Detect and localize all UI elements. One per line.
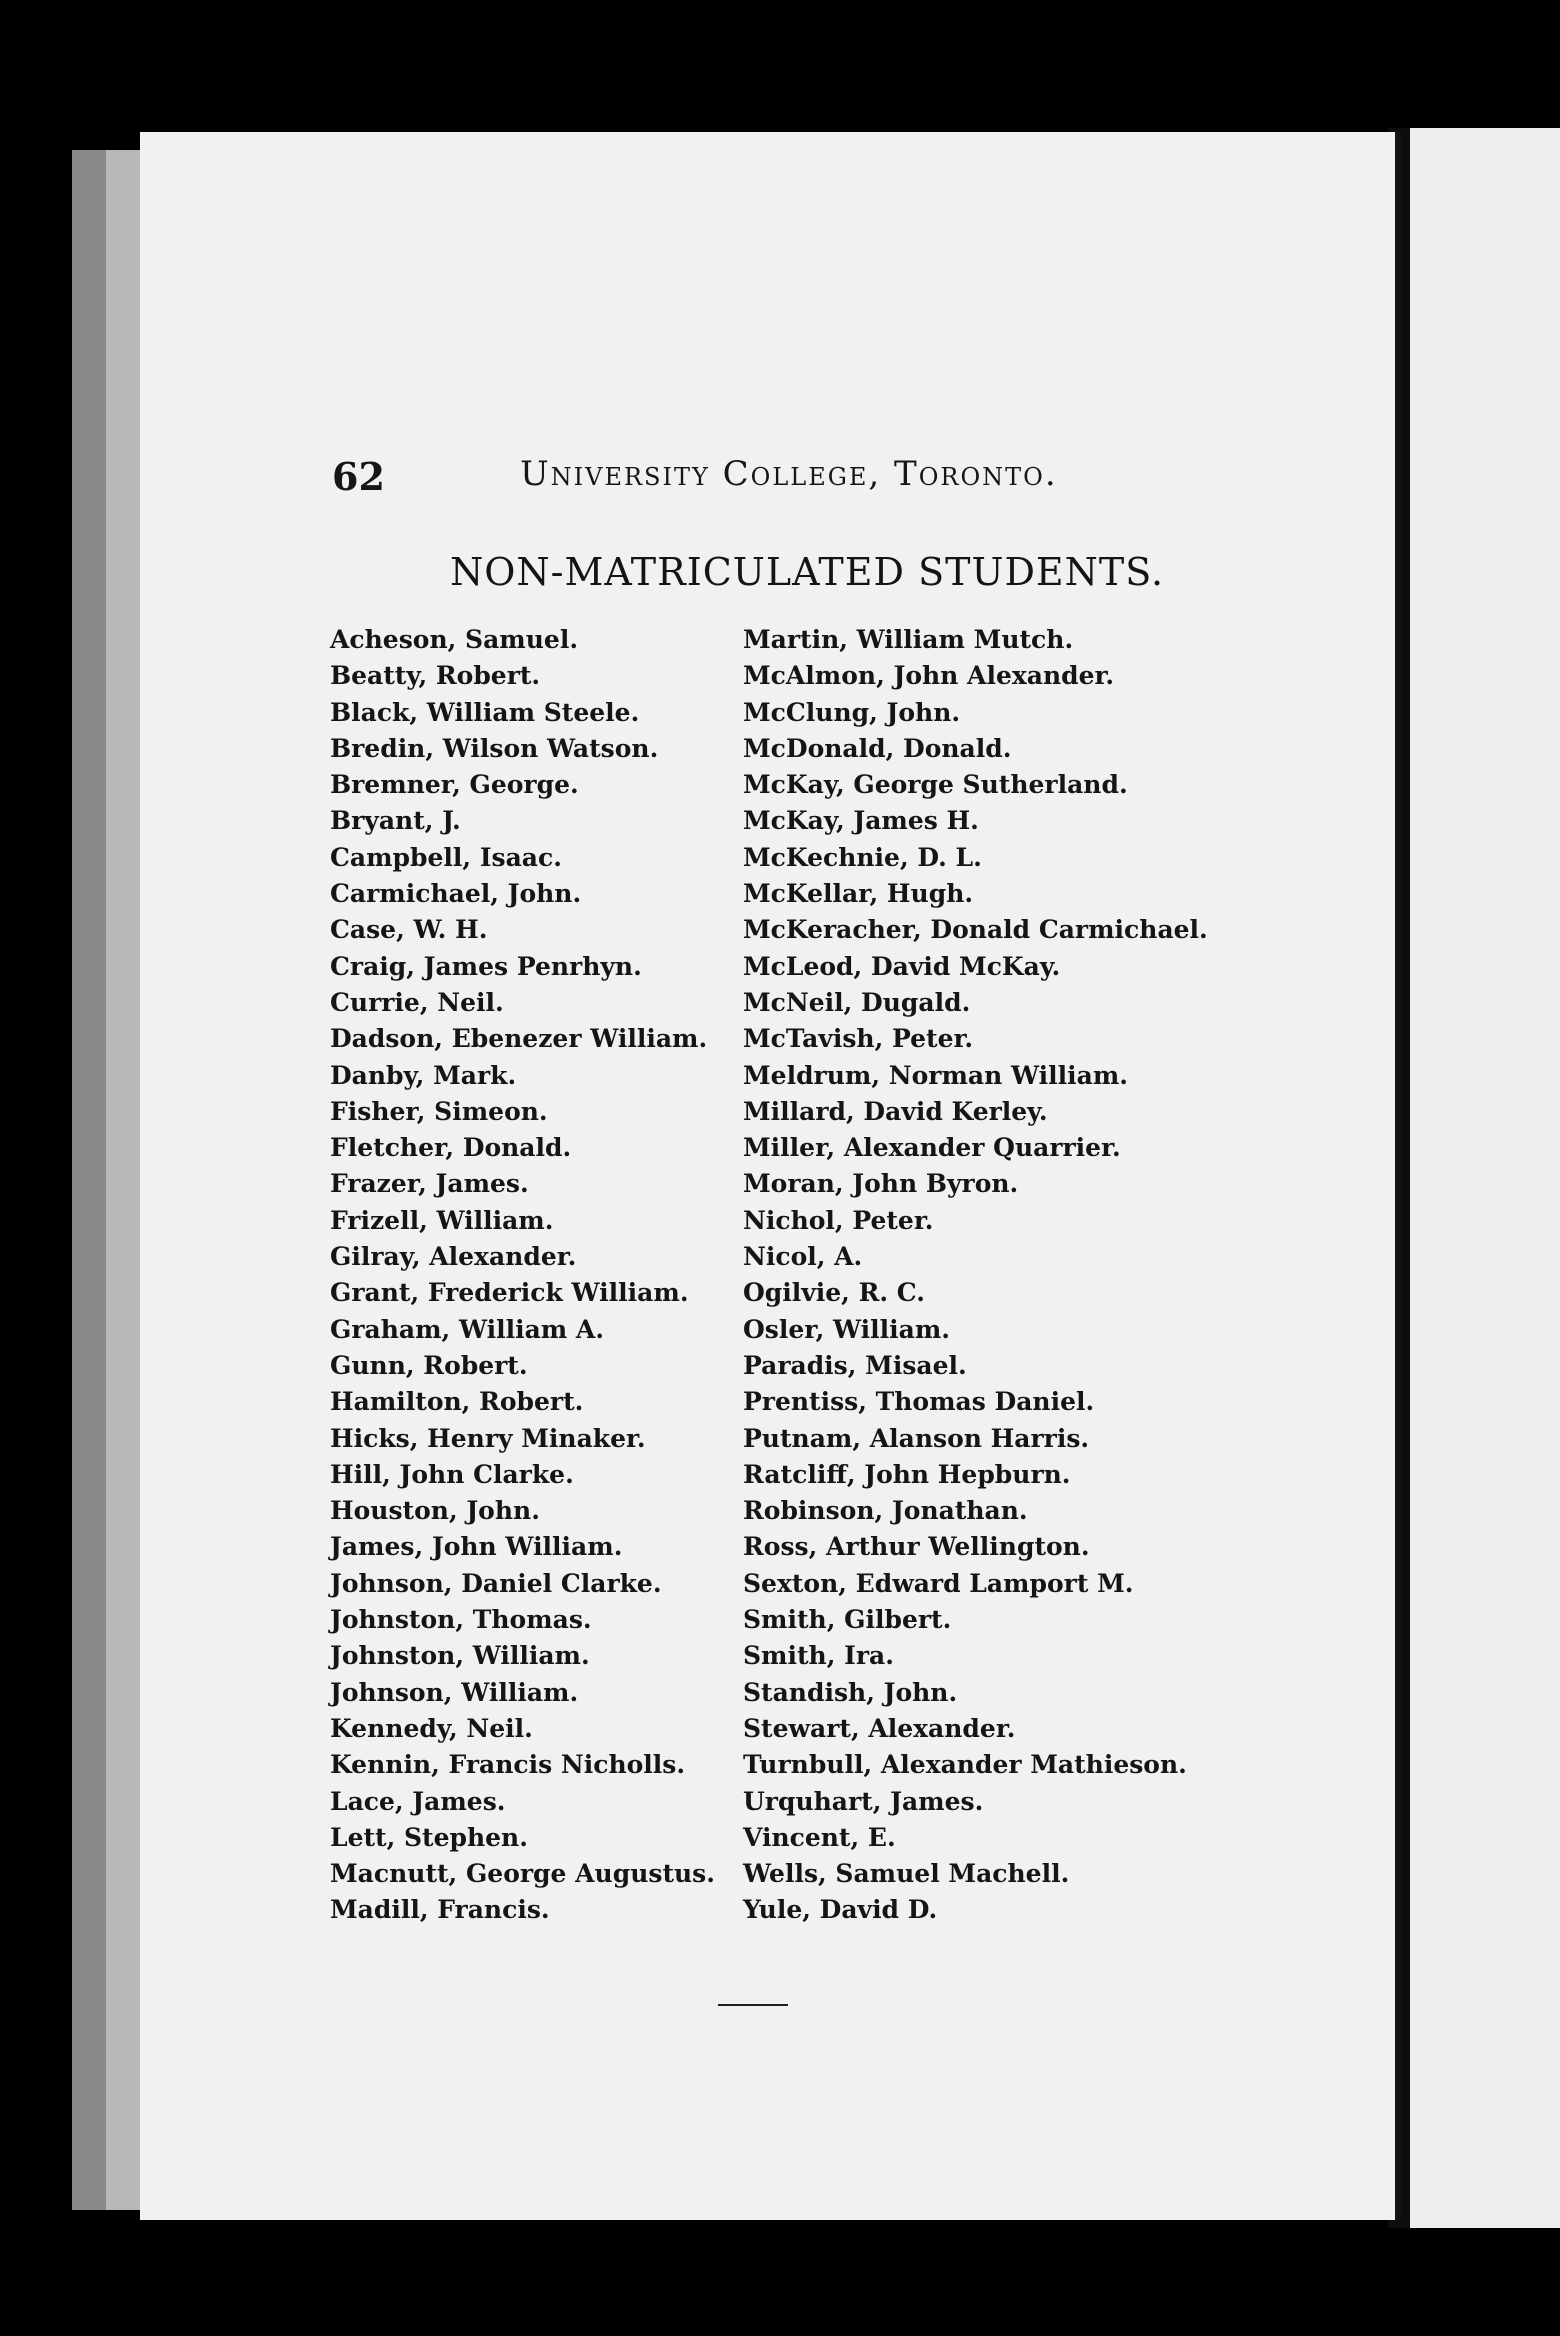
student-name: Meldrum, Norman William. <box>743 1060 1128 1090</box>
student-name: Kennedy, Neil. <box>330 1713 533 1743</box>
student-name: Madill, Francis. <box>330 1895 550 1925</box>
student-name: Bremner, George. <box>330 770 579 800</box>
student-name: Fletcher, Donald. <box>330 1133 572 1163</box>
student-name: Paradis, Misael. <box>743 1350 967 1380</box>
student-list-right-column <box>743 622 1303 1929</box>
student-name: Dadson, Ebenezer William. <box>330 1024 708 1054</box>
student-name: Miller, Alexander Quarrier. <box>743 1133 1121 1163</box>
student-name: Smith, Ira. <box>743 1641 894 1671</box>
student-name: McLeod, David McKay. <box>743 951 1061 981</box>
student-name: Lace, James. <box>330 1786 506 1816</box>
student-name: Stewart, Alexander. <box>743 1713 1016 1743</box>
student-name: Prentiss, Thomas Daniel. <box>743 1387 1095 1417</box>
student-name: Johnson, Daniel Clarke. <box>330 1568 662 1598</box>
student-name: Turnbull, Alexander Mathieson. <box>743 1750 1187 1780</box>
student-name: McDonald, Donald. <box>743 733 1012 763</box>
student-name: McTavish, Peter. <box>743 1024 974 1054</box>
student-name: Wells, Samuel Machell. <box>743 1859 1070 1889</box>
student-name: James, John William. <box>330 1532 623 1562</box>
student-name: Johnson, William. <box>330 1677 579 1707</box>
student-name: Acheson, Samuel. <box>330 625 579 654</box>
end-rule <box>718 2004 788 2006</box>
student-name: McKay, George Sutherland. <box>743 770 1128 800</box>
student-name: Nicol, A. <box>743 1242 863 1272</box>
facing-page <box>1410 128 1560 2228</box>
student-name: Macnutt, George Augustus. <box>330 1859 715 1889</box>
student-name: Ogilvie, R. C. <box>743 1278 925 1308</box>
student-name: Vincent, E. <box>743 1822 896 1852</box>
student-name: McKellar, Hugh. <box>743 879 974 909</box>
student-name: McNeil, Dugald. <box>743 987 971 1017</box>
student-name: Martin, William Mutch. <box>743 625 1074 654</box>
student-name: Ratcliff, John Hepburn. <box>743 1459 1071 1489</box>
student-name: Millard, David Kerley. <box>743 1096 1048 1126</box>
student-name: Yule, David D. <box>743 1895 938 1925</box>
student-name: McKechnie, D. L. <box>743 842 982 872</box>
student-name: Currie, Neil. <box>330 987 504 1017</box>
student-name: Frizell, William. <box>330 1205 554 1235</box>
student-name: Gilray, Alexander. <box>330 1242 577 1272</box>
student-name: Campbell, Isaac. <box>330 842 562 872</box>
running-head: University College, Toronto. <box>520 454 1058 494</box>
student-name: Standish, John. <box>743 1677 958 1707</box>
student-name: Urquhart, James. <box>743 1786 984 1816</box>
student-name: Johnston, Thomas. <box>330 1605 592 1635</box>
page-header <box>140 454 1395 504</box>
student-name: Danby, Mark. <box>330 1060 517 1090</box>
student-name: Smith, Gilbert. <box>743 1605 952 1635</box>
student-name: Fisher, Simeon. <box>330 1096 548 1126</box>
student-name: Kennin, Francis Nicholls. <box>330 1750 686 1780</box>
student-name: Sexton, Edward Lamport M. <box>743 1568 1134 1598</box>
student-name: Lett, Stephen. <box>330 1822 528 1852</box>
student-name: Hicks, Henry Minaker. <box>330 1423 646 1453</box>
student-name: Nichol, Peter. <box>743 1205 934 1235</box>
student-name: McClung, John. <box>743 697 961 727</box>
student-name: Graham, William A. <box>330 1314 605 1344</box>
student-name: Gunn, Robert. <box>330 1350 528 1380</box>
student-name: Robinson, Jonathan. <box>743 1496 1028 1526</box>
student-name: Hamilton, Robert. <box>330 1387 584 1417</box>
student-name: Osler, William. <box>743 1314 950 1344</box>
section-title: NON-MATRICULATED STUDENTS. <box>450 550 1165 594</box>
student-name: Frazer, James. <box>330 1169 529 1199</box>
book-page <box>140 132 1401 2220</box>
student-name: Carmichael, John. <box>330 879 582 909</box>
student-name: McKay, James H. <box>743 806 979 836</box>
student-name: Putnam, Alanson Harris. <box>743 1423 1090 1453</box>
student-name: Houston, John. <box>330 1496 540 1526</box>
student-name: Moran, John Byron. <box>743 1169 1019 1199</box>
page-number: 62 <box>332 454 385 499</box>
student-name: Johnston, William. <box>330 1641 590 1671</box>
student-name: Bryant, J. <box>330 806 461 836</box>
student-name: Ross, Arthur Wellington. <box>743 1532 1090 1562</box>
student-name: Hill, John Clarke. <box>330 1459 574 1489</box>
student-name: McKeracher, Donald Carmichael. <box>743 915 1208 945</box>
book-binding-edge <box>106 150 142 2210</box>
student-name: Case, W. H. <box>330 915 488 945</box>
student-name: Craig, James Penrhyn. <box>330 951 642 981</box>
student-name: McAlmon, John Alexander. <box>743 661 1115 691</box>
student-name: Grant, Frederick William. <box>330 1278 689 1308</box>
student-name: Bredin, Wilson Watson. <box>330 733 659 763</box>
student-name: Beatty, Robert. <box>330 661 541 691</box>
student-name: Black, William Steele. <box>330 697 640 727</box>
